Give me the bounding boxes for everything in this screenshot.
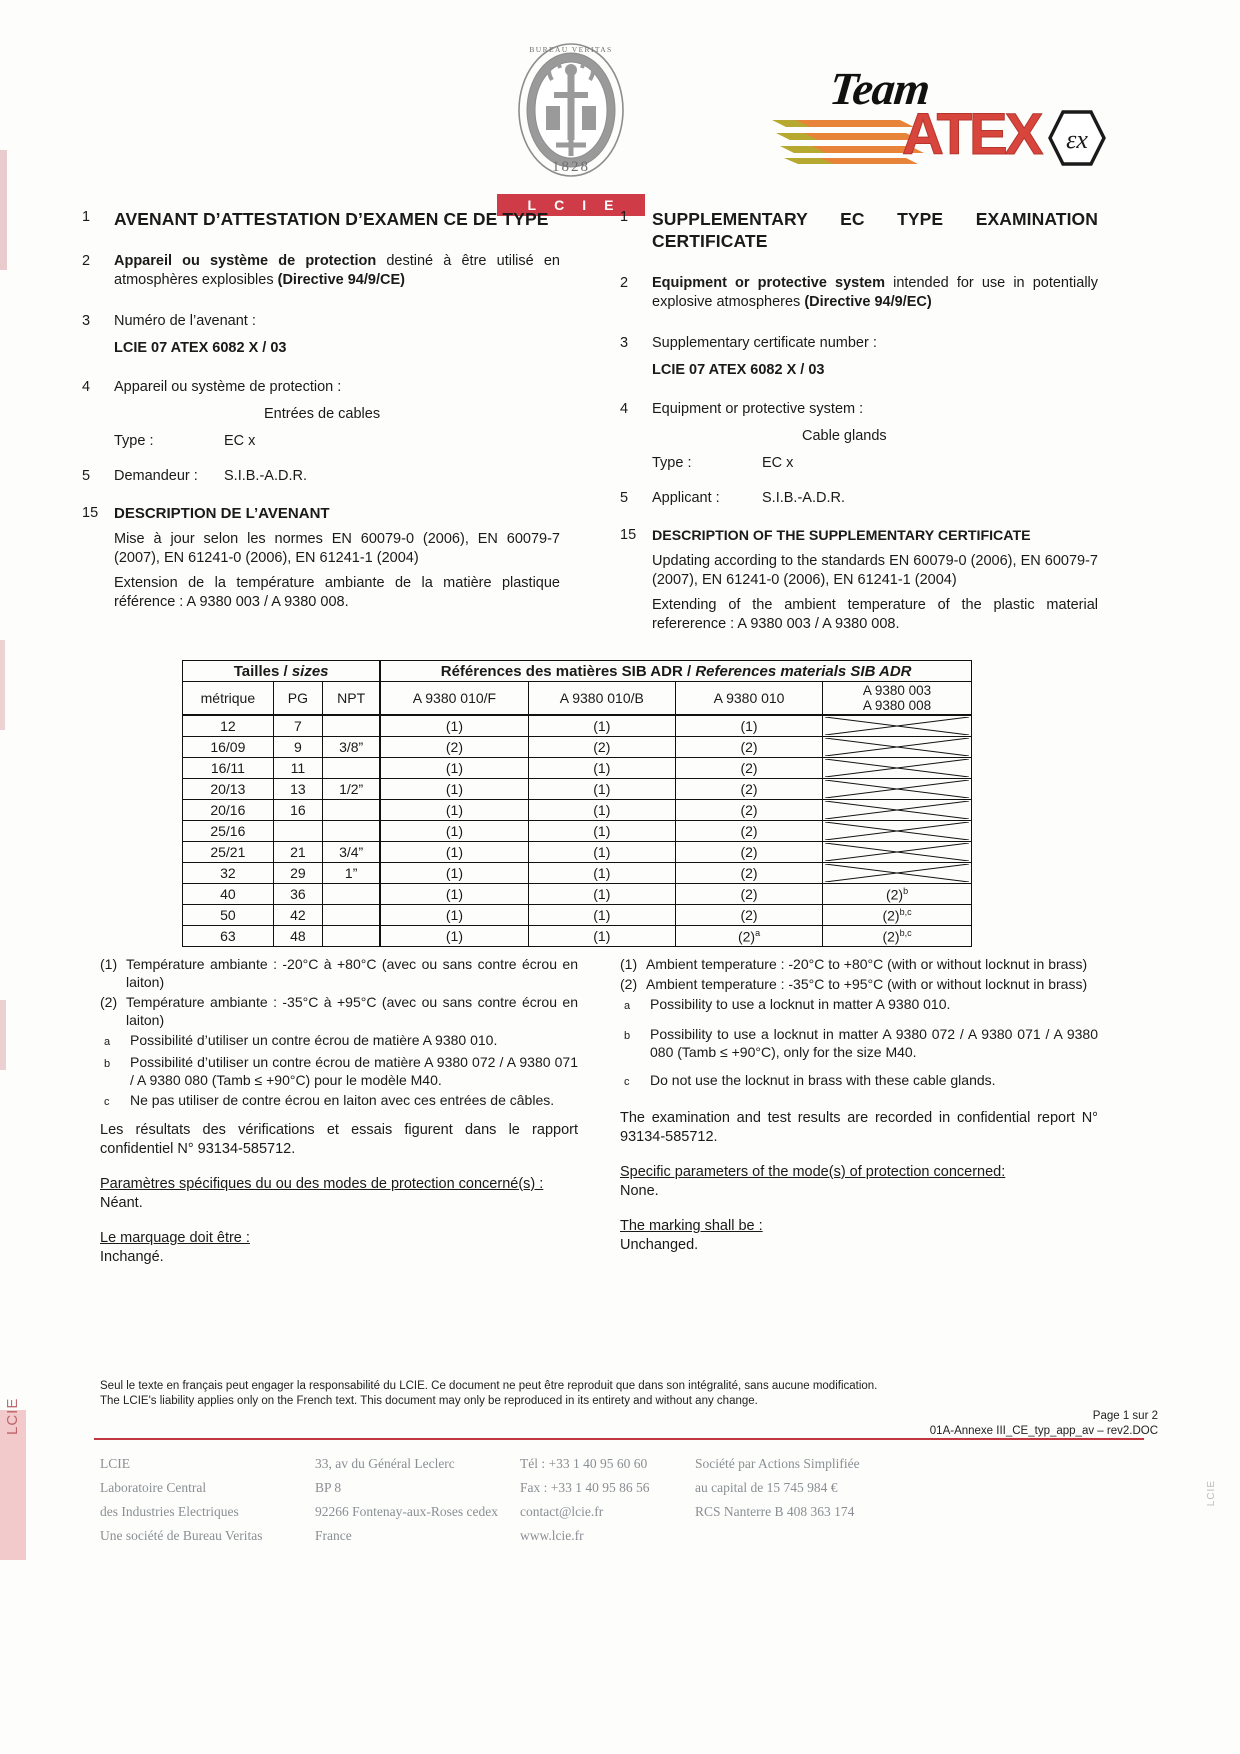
footnote-b-text-fr: Possibilité d’utiliser un contre écrou de matière A 9380 072 / A 9380 071 / A 9380 080 (Tamb ≤ +90°C) pour le modèle M40. [130, 1054, 578, 1088]
section-1-number-en: 1 [620, 209, 629, 225]
footnote-c-mark-en: c [624, 1076, 630, 1088]
footnote-superscript: b,c [899, 927, 912, 938]
lcie-letter-e: E [604, 197, 615, 213]
section-2-fr [82, 252, 560, 290]
footnote-b-fr [100, 1053, 578, 1089]
cell-a9380010b: (1) [528, 926, 675, 947]
col-header-a9380010b: A 9380 010/B [528, 682, 675, 716]
group-header-sizes: Tailles / sizes [183, 661, 381, 682]
cell-pg: 29 [273, 863, 322, 884]
section-5-number-fr: 5 [82, 468, 91, 484]
footer-col2-line1: 33, av du Général Leclerc [315, 1456, 455, 1471]
cell-a9380010b: (1) [528, 842, 675, 863]
footnote-superscript: b,c [899, 906, 912, 917]
cell-a9380010b: (1) [528, 905, 675, 926]
french-column [82, 208, 560, 612]
cell-metrique: 40 [183, 884, 274, 905]
cell-pg: 42 [273, 905, 322, 926]
cell-pg: 9 [273, 737, 322, 758]
section-3-label-fr: Numéro de l’avenant : [114, 313, 256, 329]
page-number: Page 1 sur 2 [1092, 1410, 1158, 1422]
results-text-fr: Les résultats des vérifications et essais figurent dans le rapport confidentiel N° 93134-585712. [100, 1122, 578, 1157]
footer-col2-line4: France [315, 1528, 352, 1543]
cell-a9380003-008: $(2)^{b,c}$ [823, 926, 972, 947]
cell-a9380010: (2) [676, 863, 823, 884]
cell-npt [323, 926, 381, 947]
section-15-fr [82, 504, 560, 524]
footnote-a-mark-en: a [624, 1000, 631, 1012]
certificate-number-fr: LCIE 07 ATEX 6082 X / 03 [114, 340, 287, 356]
col-header-a9380003-008: A 9380 003 A 9380 008 [823, 682, 972, 716]
cell-a9380010f: (1) [380, 758, 528, 779]
table-row [183, 842, 972, 863]
cell-a9380010: (2) [676, 800, 823, 821]
section-15-p1-en: Updating according to the standards EN 60079-0 (2006), EN 60079-7 (2007), EN 61241-0 (2006), EN 61241-1 (2004) [652, 553, 1098, 588]
cell-npt [323, 884, 381, 905]
section-2-bold2-en: (Directive 94/9/EC) [804, 294, 932, 310]
cell-metrique: 20/13 [183, 779, 274, 800]
cell-a9380010: (2) [676, 758, 823, 779]
section-15-title-en: DESCRIPTION OF THE SUPPLEMENTARY CERTIFICATE [652, 528, 1031, 544]
applicant-label-fr: Demandeur : [114, 468, 198, 484]
cell-a9380010f: (1) [380, 926, 528, 947]
cell-npt [323, 821, 381, 842]
table-row [183, 737, 972, 758]
section-2-number-en: 2 [620, 275, 629, 291]
footnote-1-text-en: Ambient temperature : -20°C to +80°C (with or without locknut in brass) [646, 956, 1088, 972]
footnote-1-en [620, 955, 1098, 973]
english-column [620, 208, 1098, 634]
team-atex-logo [770, 62, 1088, 172]
paper-edge-mark [0, 640, 5, 730]
footer-col2-line3: 92266 Fontenay-aux-Roses cedex [315, 1504, 498, 1519]
cell-pg: 21 [273, 842, 322, 863]
company-footer [100, 1452, 1140, 1548]
footnote-c-en [620, 1071, 1098, 1091]
cell-a9380010f: (1) [380, 800, 528, 821]
team-wordmark: Team [827, 63, 932, 114]
section-15-p1-fr: Mise à jour selon les normes EN 60079-0 (2006), EN 60079-7 (2007), EN 61241-0 (2006), EN 61241-1 (2004) [114, 531, 560, 566]
applicant-label-en: Applicant : [652, 490, 720, 506]
cell-npt: 1” [323, 863, 381, 884]
footnote-2-mark-en: (2) [620, 976, 638, 992]
footnote-c-fr [100, 1091, 578, 1111]
cell-a9380010f: (1) [380, 779, 528, 800]
table-row [183, 863, 972, 884]
edge-stamp-label: LCIE [4, 1397, 21, 1435]
document-reference [930, 1409, 1158, 1439]
cell-metrique: 25/21 [183, 842, 274, 863]
cell-not-applicable [823, 758, 972, 779]
cell-a9380010b: (1) [528, 715, 675, 737]
svg-text:εx: εx [1066, 125, 1088, 154]
type-value-en: EC x [762, 455, 794, 471]
footer-col4-line2: au capital de 15 745 984 € [695, 1480, 838, 1495]
section-3-number-en: 3 [620, 335, 629, 351]
section-1-en [620, 208, 1098, 252]
lcie-letter-i: I [582, 197, 588, 213]
specific-params-value-fr: Néant. [100, 1195, 143, 1211]
footnote-b-en [620, 1025, 1098, 1061]
paper-edge-mark [0, 1000, 6, 1070]
table-row [183, 715, 972, 737]
ex-hexagon-icon [1048, 110, 1106, 166]
footer-col3-line3: contact@lcie.fr [520, 1504, 604, 1519]
cell-a9380010: (2) [676, 842, 823, 863]
footer-col1-line2: Laboratoire Central [100, 1480, 207, 1495]
lcie-letter-c: C [554, 197, 566, 213]
cell-not-applicable [823, 821, 972, 842]
specific-params-title-en: Specific parameters of the mode(s) of protection concerned: [620, 1164, 1006, 1180]
table-row [183, 926, 972, 947]
type-row-en [620, 454, 1098, 473]
footnote-a-text-fr: Possibilité d’utiliser un contre écrou de matière A 9380 010. [130, 1032, 498, 1048]
cell-npt [323, 905, 381, 926]
section-4-label-fr: Appareil ou système de protection : [114, 379, 342, 395]
cell-pg: 36 [273, 884, 322, 905]
section-1-title-en: SUPPLEMENTARY EC TYPE EXAMINATION CERTIFICATE [652, 209, 1098, 251]
cell-a9380010f: (1) [380, 905, 528, 926]
cell-npt [323, 758, 381, 779]
section-15-en [620, 526, 1098, 546]
type-label-fr: Type : [114, 433, 154, 449]
footer-col2-line2: BP 8 [315, 1480, 342, 1495]
footnote-1-mark-en: (1) [620, 956, 638, 972]
footnote-b-text-en: Possibility to use a locknut in matter A 9380 072 / A 9380 071 / A 9380 080 (Tamb ≤ +90°C), only for the size M40. [650, 1026, 1098, 1060]
footnote-superscript: a [755, 927, 761, 938]
footnote-a-fr [100, 1031, 578, 1051]
legal-line-en: The LCIE's liability applies only on the French text. This document may only be reproduced in its entirety and without any change. [100, 1395, 758, 1407]
footer-col3-line2: Fax : +33 1 40 95 86 56 [520, 1480, 650, 1495]
type-value-fr: EC x [224, 433, 256, 449]
cell-a9380010b: (1) [528, 779, 675, 800]
cell-a9380010b: (1) [528, 821, 675, 842]
cell-a9380010f: (1) [380, 842, 528, 863]
marking-value-en: Unchanged. [620, 1237, 699, 1253]
cell-a9380010f: (1) [380, 863, 528, 884]
footnote-1-mark-fr: (1) [100, 956, 118, 972]
cell-npt: 1/2” [323, 779, 381, 800]
section-3-fr [82, 312, 560, 331]
section-5-number-en: 5 [620, 490, 629, 506]
results-text-en: The examination and test results are recorded in confidential report N° 93134-585712. [620, 1110, 1098, 1145]
section-2-number-fr: 2 [82, 253, 91, 269]
footnotes-french [100, 955, 578, 1267]
footnote-1-fr [100, 955, 578, 991]
specific-params-title-fr: Paramètres spécifiques du ou des modes de protection concerné(s) : [100, 1176, 544, 1192]
section-1-number-fr: 1 [82, 209, 91, 225]
section-3-label-en: Supplementary certificate number : [652, 335, 877, 351]
cell-pg [273, 821, 322, 842]
applicant-value-en: S.I.B.-A.D.R. [762, 490, 845, 506]
footnotes-english [620, 955, 1098, 1255]
section-2-bold1-fr: Appareil ou système de protection [114, 253, 377, 269]
section-15-p2-en: Extending of the ambient temperature of the plastic material refererence : A 9380 003 / A 9380 008. [652, 597, 1098, 632]
section-3-en [620, 334, 1098, 353]
marking-title-en: The marking shall be : [620, 1218, 763, 1234]
cell-metrique: 50 [183, 905, 274, 926]
table-row [183, 905, 972, 926]
section-2-en [620, 274, 1098, 312]
marking-title-fr: Le marquage doit être : [100, 1230, 250, 1246]
table-row [183, 758, 972, 779]
footer-col1-line3: des Industries Electriques [100, 1504, 239, 1519]
cell-a9380010f: (1) [380, 884, 528, 905]
cell-not-applicable [823, 863, 972, 884]
footnote-2-fr [100, 993, 578, 1029]
cell-not-applicable [823, 842, 972, 863]
section-15-number-en: 15 [620, 527, 637, 543]
footer-col4-line1: Société par Actions Simplifiée [695, 1456, 860, 1471]
table-body [183, 715, 972, 947]
cell-metrique: 16/09 [183, 737, 274, 758]
cell-a9380010f: (1) [380, 821, 528, 842]
section-2-bold2-fr: (Directive 94/9/CE) [277, 272, 405, 288]
footnote-2-en [620, 975, 1098, 993]
section-2-text-en [652, 274, 1098, 312]
cell-a9380010b: (1) [528, 800, 675, 821]
table-column-header-row [183, 682, 972, 716]
cell-pg: 7 [273, 715, 322, 737]
footnote-a-en [620, 995, 1098, 1015]
type-row-fr [82, 432, 560, 451]
cell-a9380010: (2) [676, 905, 823, 926]
marking-value-fr: Inchangé. [100, 1249, 164, 1265]
cell-metrique: 16/11 [183, 758, 274, 779]
footnote-a-mark-fr: a [104, 1036, 111, 1048]
cell-a9380010b: (1) [528, 863, 675, 884]
footnote-a-text-en: Possibility to use a locknut in matter A 9380 010. [650, 996, 951, 1012]
certificate-number-en: LCIE 07 ATEX 6082 X / 03 [652, 362, 825, 378]
footnote-2-text-en: Ambient temperature : -35°C to +95°C (with or without locknut in brass) [646, 976, 1088, 992]
side-code-label: LCIE [1206, 1480, 1217, 1507]
cell-a9380010: (1) [676, 715, 823, 737]
footer-col3-line1: Tél : +33 1 40 95 60 60 [520, 1456, 648, 1471]
document-header [0, 26, 1240, 213]
equipment-name-fr: Entrées de cables [264, 406, 381, 422]
section-3-number-fr: 3 [82, 313, 91, 329]
col-header-metrique: métrique [183, 682, 274, 716]
cell-a9380010b: (1) [528, 758, 675, 779]
footnote-b-mark-en: b [624, 1030, 631, 1042]
sizes-materials-table-wrapper [182, 660, 972, 947]
footer-divider [94, 1438, 1144, 1440]
col-header-a9380010: A 9380 010 [676, 682, 823, 716]
footer-col1-line4: Une société de Bureau Veritas [100, 1528, 263, 1543]
specific-params-value-en: None. [620, 1183, 659, 1199]
svg-text:BUREAU VERITAS: BUREAU VERITAS [529, 45, 613, 54]
section-4-fr [82, 378, 560, 397]
section-4-en [620, 400, 1098, 419]
footnote-b-mark-fr: b [104, 1058, 111, 1070]
section-2-mid-en: intended for use in potentially explosive atmospheres [652, 275, 1099, 310]
sizes-materials-table [182, 660, 972, 947]
legal-disclaimer [100, 1379, 1100, 1409]
footnote-c-text-en: Do not use the locknut in brass with these cable glands. [650, 1072, 996, 1088]
cell-metrique: 20/16 [183, 800, 274, 821]
footnote-1-text-fr: Température ambiante : -20°C à +80°C (avec ou sans contre écrou en laiton) [126, 956, 578, 990]
cell-pg: 11 [273, 758, 322, 779]
cell-metrique: 32 [183, 863, 274, 884]
cell-a9380010: (2) [676, 737, 823, 758]
col-header-pg: PG [273, 682, 322, 716]
section-2-bold1-en: Equipment or protective system [652, 275, 885, 291]
table-row [183, 821, 972, 842]
cell-pg: 13 [273, 779, 322, 800]
cell-npt: 3/4” [323, 842, 381, 863]
cell-not-applicable [823, 737, 972, 758]
footer-col3-line4: www.lcie.fr [520, 1528, 584, 1543]
section-4-number-fr: 4 [82, 379, 91, 395]
cell-a9380003-008: $(2)^{b,c}$ [823, 905, 972, 926]
section-15-p2-fr: Extension de la température ambiante de la matière plastique référence : A 9380 003 / A 9380 008. [114, 575, 560, 610]
cell-not-applicable [823, 800, 972, 821]
table-row [183, 884, 972, 905]
type-label-en: Type : [652, 455, 692, 471]
cell-pg: 16 [273, 800, 322, 821]
cell-metrique: 63 [183, 926, 274, 947]
section-1-title-fr: AVENANT D’ATTESTATION D’EXAMEN CE DE TYPE [114, 209, 549, 229]
col-header-npt: NPT [323, 682, 381, 716]
cell-metrique: 12 [183, 715, 274, 737]
section-5-en [620, 489, 1098, 508]
col-header-a9380010f: A 9380 010/F [380, 682, 528, 716]
svg-text:1828: 1828 [552, 159, 590, 175]
section-15-title-fr: DESCRIPTION DE L’AVENANT [114, 505, 330, 522]
section-5-fr [82, 467, 560, 486]
cell-a9380010: (2) [676, 884, 823, 905]
footer-col1-line1: LCIE [100, 1456, 130, 1471]
cell-pg: 48 [273, 926, 322, 947]
table-row [183, 779, 972, 800]
applicant-value-fr: S.I.B.-A.D.R. [224, 468, 307, 484]
table-row [183, 800, 972, 821]
footnote-c-mark-fr: c [104, 1096, 110, 1108]
footnote-superscript: b [903, 885, 909, 896]
section-4-label-en: Equipment or protective system : [652, 401, 864, 417]
group-header-references: Références des matières SIB ADR / References materials SIB ADR [380, 661, 971, 682]
atex-wordmark: ATEX [902, 102, 1041, 167]
section-2-text-fr [114, 252, 560, 290]
cell-not-applicable [823, 715, 972, 737]
cell-not-applicable [823, 779, 972, 800]
section-15-number-fr: 15 [82, 505, 99, 521]
cell-metrique: 25/16 [183, 821, 274, 842]
bureau-veritas-logo-icon [516, 40, 626, 180]
cell-a9380003-008: $(2)^b$ [823, 884, 972, 905]
cell-a9380010: (2) [676, 821, 823, 842]
section-2-mid-fr: destiné à être utilisé en atmosphères explosibles [114, 253, 560, 288]
table-group-header-row [183, 661, 972, 682]
footnote-2-mark-fr: (2) [100, 994, 118, 1010]
footer-col4-line3: RCS Nanterre B 408 363 174 [695, 1504, 855, 1519]
footnote-c-text-fr: Ne pas utiliser de contre écrou en laiton avec ces entrées de câbles. [130, 1092, 555, 1108]
cell-a9380010: $(2)^a$ [676, 926, 823, 947]
cell-npt [323, 715, 381, 737]
section-4-number-en: 4 [620, 401, 629, 417]
equipment-name-en: Cable glands [802, 428, 887, 444]
doc-filename: 01A-Annexe III_CE_typ_app_av – rev2.DOC [929, 1425, 1158, 1437]
cell-a9380010: (2) [676, 779, 823, 800]
footnote-2-text-fr: Température ambiante : -35°C à +95°C (avec ou sans contre écrou en laiton) [126, 994, 578, 1028]
cell-a9380010b: (1) [528, 884, 675, 905]
legal-line-fr: Seul le texte en français peut engager la responsabilité du LCIE. Ce document ne peut être reproduit que dans son intégralité, sans aucune modification. [100, 1380, 878, 1392]
lcie-letter-l: L [527, 197, 538, 213]
cell-a9380010f: (2) [380, 737, 528, 758]
cell-a9380010b: (2) [528, 737, 675, 758]
footer-col4-line4 [695, 1524, 945, 1548]
cell-npt [323, 800, 381, 821]
section-1-fr [82, 208, 560, 230]
cell-npt: 3/8” [323, 737, 381, 758]
cell-a9380010f: (1) [380, 715, 528, 737]
